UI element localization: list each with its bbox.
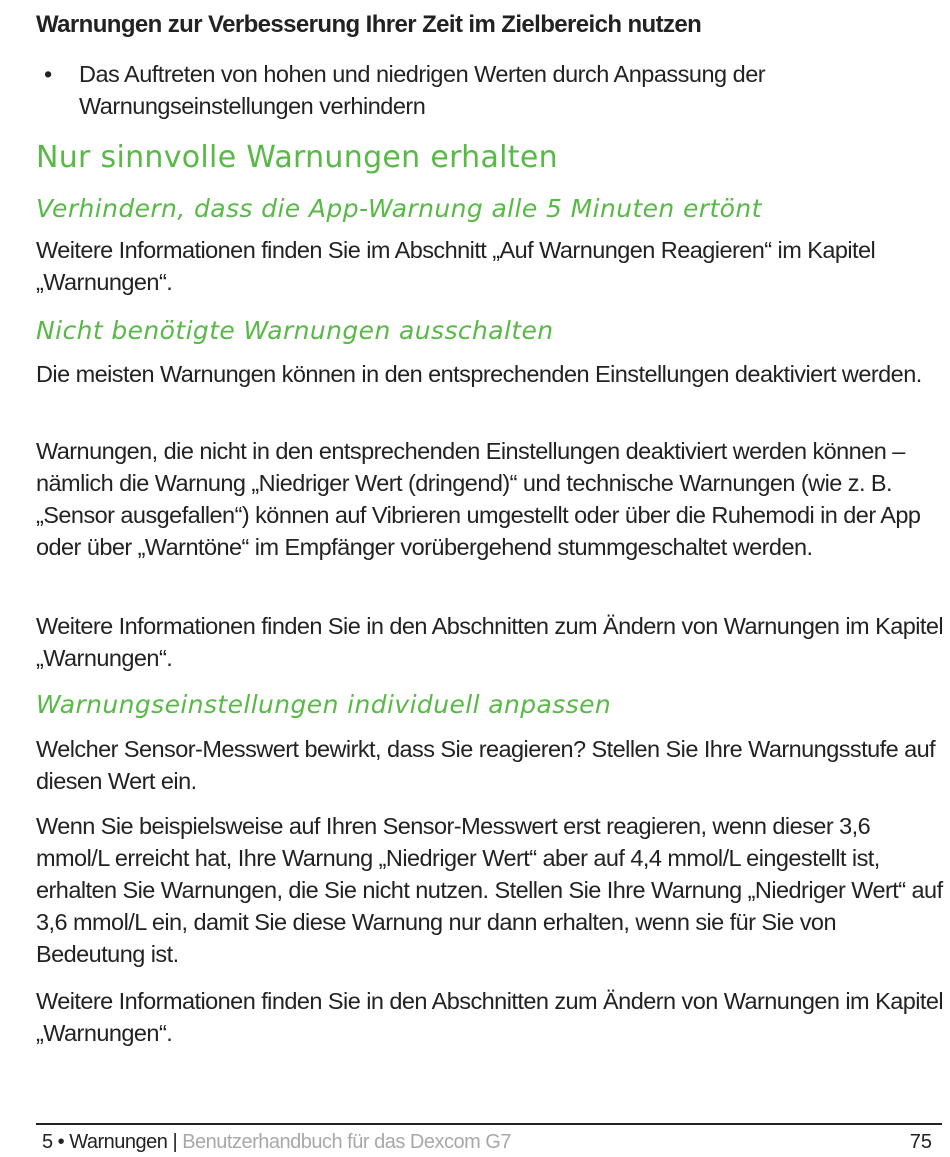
footer-book-title: Benutzerhandbuch für das Dexcom G7 bbox=[182, 1131, 511, 1153]
subsection-heading-customize-settings: Warnungseinstellungen individuell anpassen bbox=[36, 690, 612, 719]
footer-chapter: 5 • Warnungen bbox=[42, 1131, 168, 1153]
subsection-heading-disable-warnings: Nicht benötigte Warnungen ausschalten bbox=[36, 316, 554, 345]
footer-separator: | bbox=[167, 1131, 183, 1153]
paragraph: Warnungen, die nicht in den entsprechenden Einstellungen deaktiviert werden können – nämlich die Warnung „Niedriger Wert (dringend)“ und technische Warnungen (wie z. B. „Sensor ausgefallen“) können auf Vibrieren umgestellt oder über die Ruhemodi in der App oder über „Warntöne“ im Empfänger vorübergehend stummgeschaltet werden. bbox=[36, 438, 921, 560]
intro-heading: Warnungen zur Verbesserung Ihrer Zeit im Zielbereich nutzen bbox=[36, 11, 702, 38]
bullet-text: Das Auftreten von hohen und niedrigen Werten durch Anpassung der Warnungseinstellungen verhindern bbox=[79, 61, 766, 119]
paragraph: Weitere Informationen finden Sie im Abschnitt „Auf Warnungen Reagieren“ im Kapitel „Warnungen“. bbox=[36, 237, 876, 295]
page-number: 75 bbox=[909, 1131, 932, 1153]
paragraph: Die meisten Warnungen können in den entsprechenden Einstellungen deaktiviert werden. bbox=[36, 361, 922, 387]
section-title: Nur sinnvolle Warnungen erhalten bbox=[36, 140, 558, 175]
subsection-heading-app-warning: Verhindern, dass die App-Warnung alle 5 Minuten ertönt bbox=[36, 194, 762, 223]
paragraph: Wenn Sie beispielsweise auf Ihren Sensor-Messwert erst reagieren, wenn dieser 3,6 mmol/L erreicht hat, Ihre Warnung „Niedriger Wert“ aber auf 4,4 mmol/L eingestellt ist, erhalten Sie Warnungen, die Sie nicht nutzen. Stellen Sie Ihre Warnung „Niedriger Wert“ auf 3,6 mmol/L ein, damit Sie diese Warnung nur dann erhalten, wenn sie für Sie von Bedeutung ist. bbox=[36, 813, 943, 967]
paragraph: Weitere Informationen finden Sie in den Abschnitten zum Ändern von Warnungen im Kapitel „Warnungen“. bbox=[36, 988, 944, 1046]
paragraph: Weitere Informationen finden Sie in den Abschnitten zum Ändern von Warnungen im Kapitel „Warnungen“. bbox=[36, 613, 944, 671]
footer-divider bbox=[36, 1123, 942, 1125]
document-page bbox=[36, 0, 942, 1157]
bullet-point-icon: • bbox=[44, 61, 52, 87]
paragraph: Welcher Sensor-Messwert bewirkt, dass Sie reagieren? Stellen Sie Ihre Warnungsstufe auf diesen Wert ein. bbox=[36, 736, 936, 794]
footer-running-title bbox=[42, 1131, 511, 1154]
